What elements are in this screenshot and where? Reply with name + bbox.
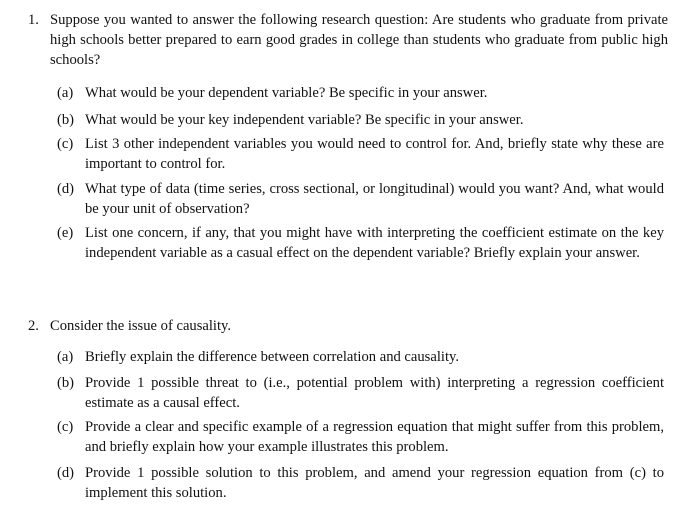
question-1-part-c — [57, 134, 664, 174]
part-label: (c) — [57, 136, 74, 152]
part-label: (d) — [57, 465, 75, 481]
part-text: List one concern, if any, that you might have with interpreting the coefficient estimate on the key independent variable as a casual effect on the dependent variable? Briefly explain your answer. — [85, 225, 664, 261]
question-1-part-b — [57, 110, 664, 130]
part-text: Briefly explain the difference between correlation and causality. — [85, 349, 459, 365]
question-2-part-a — [57, 347, 664, 367]
question-1-part-a — [57, 83, 664, 103]
part-text: Provide 1 possible solution to this problem, and amend your regression equation from (c) to implement this solution. — [85, 465, 664, 501]
part-label: (b) — [57, 112, 75, 128]
part-text: What would be your key independent variable? Be specific in your answer. — [85, 112, 524, 128]
part-label: (d) — [57, 181, 75, 197]
part-label: (c) — [57, 419, 74, 435]
question-1-part-e — [57, 223, 664, 263]
question-2-part-c — [57, 417, 664, 457]
question-1-part-d — [57, 179, 664, 219]
question-2-part-d — [57, 463, 664, 503]
part-text: What type of data (time series, cross sectional, or longitudinal) would you want? And, what would be your unit of observation? — [85, 181, 664, 217]
part-text: List 3 other independent variables you would need to control for. And, briefly state why these are important to control for. — [85, 136, 664, 172]
question-number: 1. — [28, 12, 39, 28]
question-text: Consider the issue of causality. — [50, 318, 232, 334]
question-number: 2. — [28, 318, 39, 334]
question-text: Suppose you wanted to answer the following research question: Are students who graduate from private high schools better prepared to earn good grades in college than students who graduate from public high schools? — [50, 12, 668, 68]
part-text: Provide a clear and specific example of a regression equation that might suffer from this problem, and briefly explain how your example illustrates this problem. — [85, 419, 664, 455]
part-label: (e) — [57, 225, 74, 241]
question-2-part-b — [57, 373, 664, 413]
part-label: (a) — [57, 349, 74, 365]
question-2 — [28, 316, 668, 336]
part-label: (b) — [57, 375, 75, 391]
part-label: (a) — [57, 85, 74, 101]
part-text: What would be your dependent variable? Be specific in your answer. — [85, 85, 488, 101]
part-text: Provide 1 possible threat to (i.e., potential problem with) interpreting a regression coefficient estimate as a causal effect. — [85, 375, 664, 411]
question-1 — [28, 10, 668, 70]
